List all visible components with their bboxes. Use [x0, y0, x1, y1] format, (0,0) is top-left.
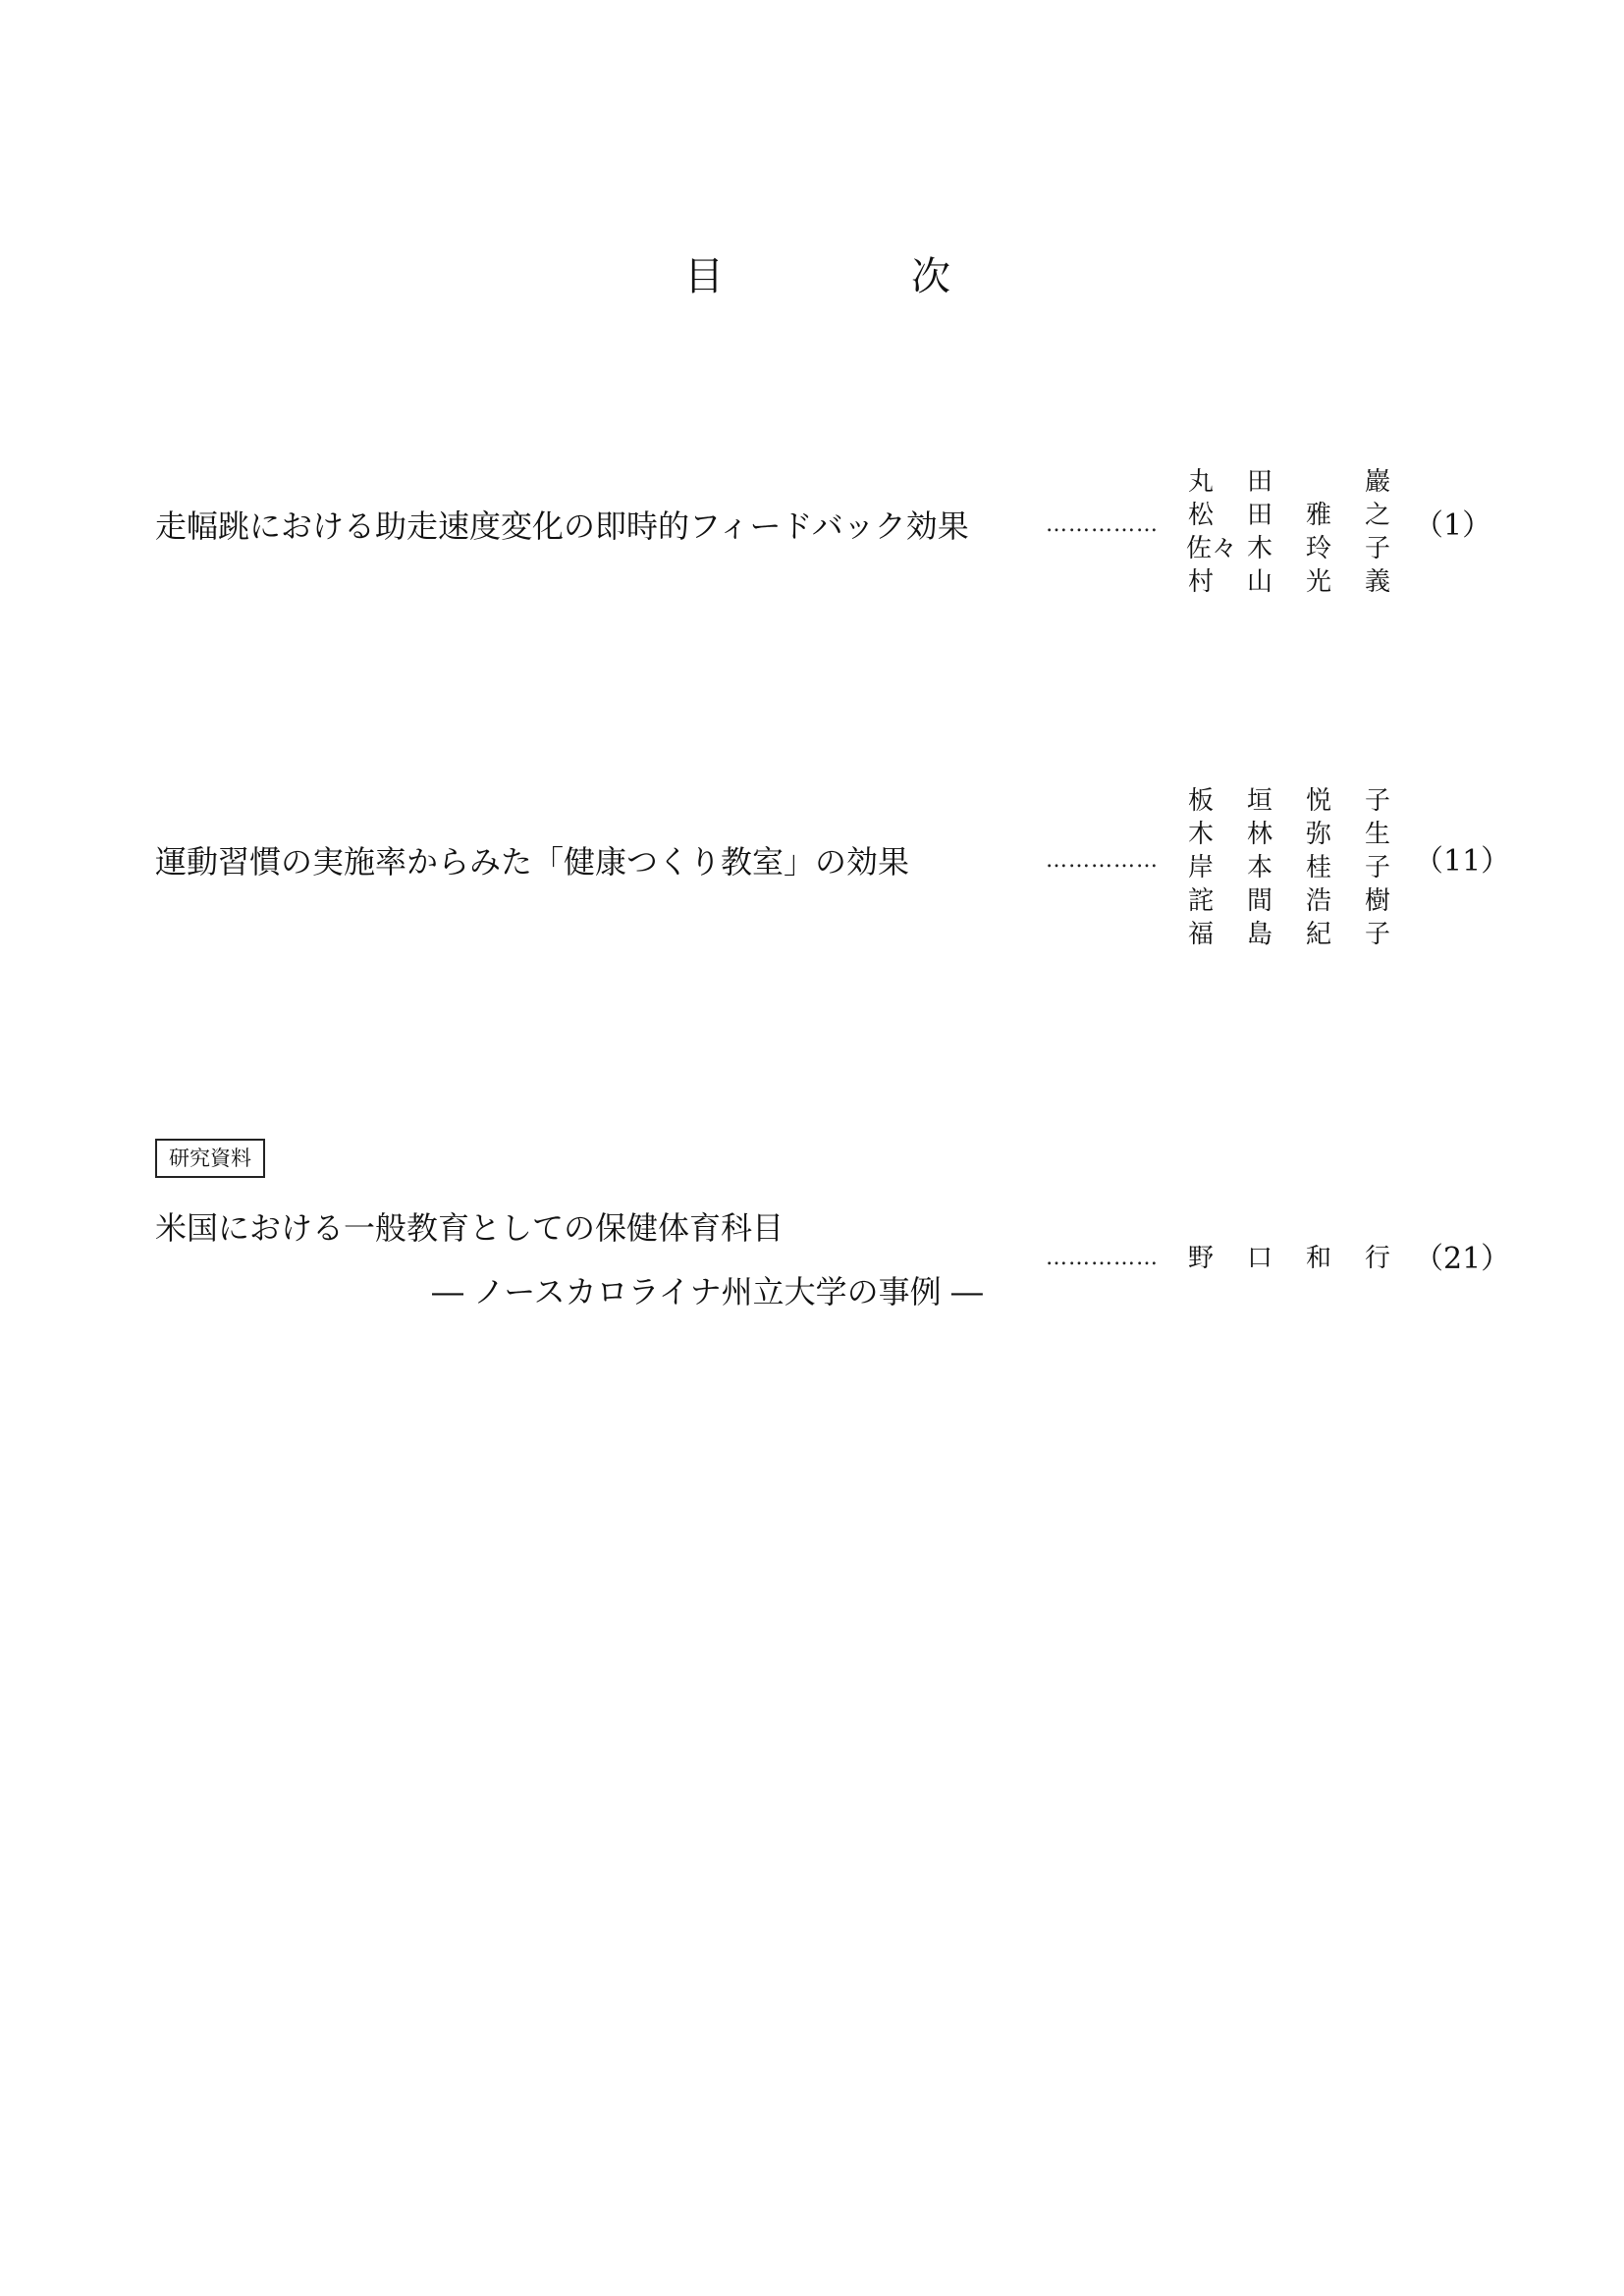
author-row	[1186, 918, 1392, 951]
entry-1-leader: ……………	[1046, 513, 1159, 537]
author-char: 本	[1246, 853, 1272, 882]
entry-3-leader: ……………	[1046, 1247, 1159, 1270]
entry-3-subtitle: ― ノースカロライナ州立大学の事例 ―	[432, 1273, 983, 1310]
author-row	[1186, 884, 1392, 918]
author-char: 子	[1364, 786, 1390, 816]
author-char: 板	[1187, 786, 1214, 816]
author-char: 子	[1364, 853, 1390, 882]
author-row	[1186, 818, 1392, 851]
author-char: 弥	[1305, 820, 1331, 849]
entry-3-page[interactable]: （21）	[1414, 1242, 1511, 1276]
author-char: 之	[1364, 501, 1390, 530]
author-char: 樹	[1364, 886, 1390, 916]
author-char: 村	[1187, 567, 1214, 597]
author-char: 福	[1187, 920, 1214, 949]
author-char: 島	[1246, 920, 1272, 949]
author-char: 野	[1187, 1244, 1214, 1273]
author-char: 詫	[1187, 886, 1214, 916]
author-char: 山	[1246, 567, 1272, 597]
entry-1-page[interactable]: （1）	[1414, 508, 1492, 543]
author-char: 口	[1246, 1244, 1272, 1273]
author-char: 子	[1364, 534, 1390, 563]
entry-3-authors	[1186, 1242, 1392, 1275]
author-row	[1186, 465, 1392, 499]
author-char: 子	[1364, 920, 1390, 949]
research-material-badge: 研究資料	[155, 1139, 265, 1178]
author-char: 紀	[1305, 920, 1331, 949]
author-char: 玲	[1305, 534, 1331, 563]
entry-3-title[interactable]: 米国における一般教育としての保健体育科目	[155, 1209, 785, 1247]
author-char: 桂	[1305, 853, 1331, 882]
author-char: 巖	[1364, 467, 1390, 497]
author-row	[1186, 784, 1392, 818]
author-row	[1186, 499, 1392, 532]
author-char: 田	[1246, 501, 1272, 530]
toc-heading-char-2: 次	[911, 254, 950, 299]
author-char: 義	[1364, 567, 1390, 597]
author-char: 垣	[1246, 786, 1272, 816]
author-row	[1186, 532, 1392, 565]
author-row	[1186, 565, 1392, 599]
author-char: 木	[1246, 534, 1272, 563]
author-char: 和	[1305, 1244, 1331, 1273]
author-char: 浩	[1305, 886, 1331, 916]
author-char: 行	[1364, 1244, 1390, 1273]
entry-2-leader: ……………	[1046, 849, 1159, 873]
toc-heading-char-1: 目	[684, 254, 724, 299]
author-row	[1186, 851, 1392, 884]
author-char: 林	[1246, 820, 1272, 849]
author-char: 悦	[1305, 786, 1331, 816]
author-char: 間	[1246, 886, 1272, 916]
author-char: 田	[1246, 467, 1272, 497]
author-char: 佐々	[1186, 534, 1238, 563]
author-char: 光	[1305, 567, 1331, 597]
author-row	[1186, 1242, 1392, 1275]
entry-2-title[interactable]: 運動習慣の実施率からみた「健康つくり教室」の効果	[155, 843, 910, 881]
author-char: 松	[1187, 501, 1214, 530]
author-char: 岸	[1187, 853, 1214, 882]
entry-1-title[interactable]: 走幅跳における助走速度変化の即時的フィードバック効果	[155, 507, 969, 545]
entry-2-authors	[1186, 784, 1392, 951]
entry-1-authors	[1186, 465, 1392, 599]
author-char: 木	[1187, 820, 1214, 849]
author-char: 雅	[1305, 501, 1331, 530]
author-char: 生	[1364, 820, 1390, 849]
entry-2-page[interactable]: （11）	[1414, 844, 1511, 879]
author-char	[1304, 465, 1333, 499]
author-char: 丸	[1187, 467, 1214, 497]
